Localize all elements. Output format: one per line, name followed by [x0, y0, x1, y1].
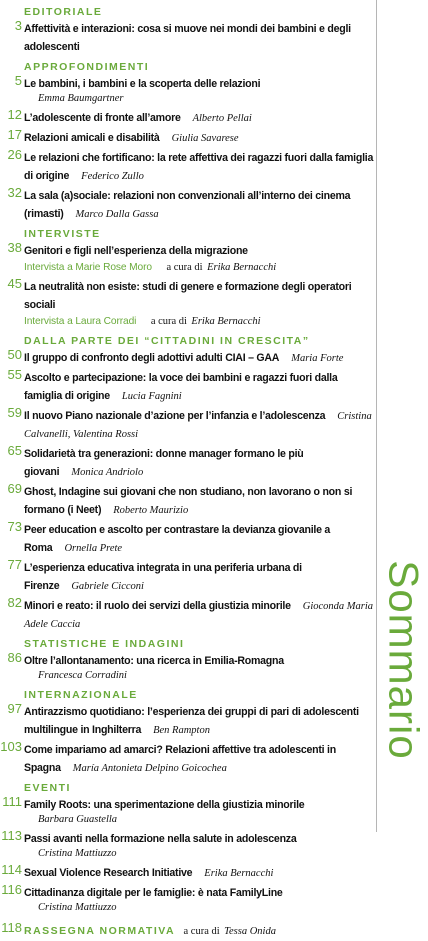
- entry-author: Erika Bernacchi: [204, 868, 274, 879]
- section-heading-rassegna: RASSEGNA NORMATIVA: [24, 925, 176, 937]
- entry-title: Minori e reato: il ruolo dei servizi della giustizia minorile: [24, 600, 291, 612]
- page-number: 26: [7, 147, 22, 162]
- curator-label: a cura di: [166, 262, 203, 273]
- toc-entry[interactable]: [0, 277, 376, 329]
- section-heading-interviste: INTERVISTE: [24, 228, 101, 240]
- entry-title: Peer education e ascolto per contrastare la devianza giovanile a Roma: [24, 524, 331, 554]
- entry-title: Affettività e interazioni: cosa si muove nei mondi dei bambini e degli adolescenti: [24, 23, 351, 53]
- page-number: 59: [7, 405, 22, 420]
- toc-entry[interactable]: [0, 740, 376, 776]
- table-of-contents: [0, 6, 376, 941]
- page-number: 77: [7, 557, 22, 572]
- page-number: 5: [14, 73, 22, 88]
- toc-entry[interactable]: [0, 148, 376, 184]
- toc-entry[interactable]: [0, 74, 376, 106]
- toc-entry[interactable]: [0, 108, 376, 126]
- entry-author: María Antonieta Delpino Goicochea: [72, 763, 227, 774]
- section-heading-editoriale: EDITORIALE: [24, 6, 103, 18]
- entry-title: Genitori e figli nell’esperienza della migrazione: [24, 245, 248, 257]
- page-number: 97: [7, 701, 22, 716]
- page-number: 69: [7, 481, 22, 496]
- entry-author: Gioconda Maria Adele Caccia: [24, 601, 374, 630]
- entry-title: Le bambini, i bambini e la scoperta delle relazioni: [24, 78, 261, 90]
- toc-entry[interactable]: [0, 651, 376, 683]
- entry-author: Marco Dalla Gassa: [75, 209, 159, 220]
- page-number: 45: [7, 276, 22, 291]
- entry-title: Relazioni amicali e disabilità: [24, 132, 160, 144]
- entry-author: Barbara Guastella: [38, 814, 118, 825]
- entry-title: Passi avanti nella formazione nella salute in adolescenza: [24, 833, 297, 845]
- entry-title: Il gruppo di confronto degli adottivi adulti CIAI – GAA: [24, 352, 280, 364]
- section-heading-approfondimenti: APPROFONDIMENTI: [24, 61, 150, 73]
- toc-entry[interactable]: [0, 883, 376, 915]
- page-number: 32: [7, 185, 22, 200]
- entry-title: Oltre l’allontanamento: una ricerca in Emilia-Romagna: [24, 655, 284, 667]
- column-divider: [376, 0, 377, 832]
- interview-label: Intervista a Laura Corradi: [24, 316, 137, 327]
- toc-entry[interactable]: [0, 186, 376, 222]
- page-number: 111: [2, 794, 22, 809]
- entry-title: Ghost, Indagine sui giovani che non studiano, non lavorano o non si formano (i Neet): [24, 486, 353, 516]
- entry-title: Sexual Violence Research Initiative: [24, 867, 193, 879]
- entry-author: Federico Zullo: [81, 171, 144, 182]
- entry-title: Ascolto e partecipazione: la voce dei bambini e ragazzi fuori dalla famiglia di origine: [24, 372, 338, 402]
- entry-author: Maria Forte: [291, 353, 344, 364]
- entry-title: Solidarietà tra generazioni: donne manager formano le più giovani: [24, 448, 304, 478]
- curator-label: a cura di: [150, 316, 187, 327]
- page-number: 113: [1, 828, 22, 843]
- toc-entry[interactable]: [0, 128, 376, 146]
- toc-entry[interactable]: [0, 368, 376, 404]
- entry-author: Alberto Pellai: [192, 113, 252, 124]
- toc-entry[interactable]: [0, 795, 376, 827]
- page-number: 65: [7, 443, 22, 458]
- entry-title: Family Roots: una sperimentazione della giustizia minorile: [24, 799, 305, 811]
- page-number: 116: [1, 882, 22, 897]
- toc-entry[interactable]: [0, 596, 376, 632]
- page-number: 73: [7, 519, 22, 534]
- curator-label: a cura di: [183, 926, 220, 937]
- entry-title: Cittadinanza digitale per le famiglie: è nata FamilyLine: [24, 887, 283, 899]
- toc-entry[interactable]: [0, 520, 376, 556]
- entry-author: Cristina Calvanelli, Valentina Rossi: [24, 411, 372, 440]
- entry-author: Cristina Mattiuzzo: [38, 902, 117, 913]
- page-number: 17: [7, 127, 22, 142]
- section-heading-internazionale: INTERNAZIONALE: [24, 689, 138, 701]
- section-heading-cittadini: DALLA PARTE DEI “CITTADINI IN CRESCITA”: [24, 335, 310, 347]
- entry-author: Ben Rampton: [153, 725, 210, 736]
- page-number: 103: [0, 739, 22, 754]
- entry-title: Antirazzismo quotidiano: l’esperienza dei gruppi di pari di adolescenti multilingue in Inghilterra: [24, 706, 359, 736]
- toc-entry[interactable]: [0, 829, 376, 861]
- toc-entry[interactable]: [0, 558, 376, 594]
- entry-title: La neutralità non esiste: studi di genere e formazione degli operatori sociali: [24, 281, 352, 311]
- entry-author: Roberto Maurizio: [113, 505, 189, 516]
- toc-entry[interactable]: [0, 863, 376, 881]
- entry-title: L’esperienza educativa integrata in una periferia urbana di Firenze: [24, 562, 302, 592]
- section-heading-statistiche: STATISTICHE E INDAGINI: [24, 638, 185, 650]
- entry-author: Francesca Corradini: [38, 670, 127, 681]
- entry-author: Giulia Savarese: [171, 133, 239, 144]
- toc-entry[interactable]: [0, 406, 376, 442]
- entry-title: La sala (a)sociale: relazioni non convenzionali all’interno dei cinema (rimasti): [24, 190, 351, 220]
- page-number: 55: [7, 367, 22, 382]
- entry-author: Erika Bernacchi: [207, 262, 277, 273]
- toc-entry[interactable]: [0, 19, 376, 55]
- page-number: 38: [7, 240, 22, 255]
- page-number: 12: [7, 107, 22, 122]
- sidebar-title: [382, 535, 426, 785]
- toc-entry[interactable]: [0, 482, 376, 518]
- entry-title: Le relazioni che fortificano: la rete affettiva dei ragazzi fuori dalla famiglia di origine: [24, 152, 374, 182]
- entry-author: Lucia Fagnini: [121, 391, 182, 402]
- page-number: 82: [7, 595, 22, 610]
- toc-entry[interactable]: [0, 444, 376, 480]
- entry-title: L’adolescente di fronte all’amore: [24, 112, 181, 124]
- toc-entry[interactable]: [0, 348, 376, 366]
- toc-entry[interactable]: [0, 921, 376, 939]
- toc-entry[interactable]: [0, 241, 376, 275]
- page-number: 118: [1, 920, 22, 935]
- entry-author: Gabriele Cicconi: [71, 581, 144, 592]
- entry-author: Monica Andriolo: [71, 467, 144, 478]
- entry-title: Il nuovo Piano nazionale d’azione per l’infanzia e l’adolescenza: [24, 410, 326, 422]
- entry-author: Cristina Mattiuzzo: [38, 848, 117, 859]
- sommario-heading: Sommario: [381, 560, 428, 760]
- page-number: 50: [7, 347, 22, 362]
- entry-author: Ornella Prete: [64, 543, 123, 554]
- entry-title: Come impariamo ad amarci? Relazioni affettive tra adolescenti in Spagna: [24, 744, 336, 774]
- interview-label: Intervista a Marie Rose Moro: [24, 262, 152, 273]
- page-number: 86: [7, 650, 22, 665]
- section-heading-eventi: EVENTI: [24, 782, 71, 794]
- entry-author: Tessa Onida: [224, 926, 276, 937]
- page-number: 114: [1, 862, 22, 877]
- page-number: 3: [14, 18, 22, 33]
- entry-author: Erika Bernacchi: [191, 316, 261, 327]
- entry-author: Emma Baumgartner: [38, 93, 124, 104]
- toc-entry[interactable]: [0, 702, 376, 738]
